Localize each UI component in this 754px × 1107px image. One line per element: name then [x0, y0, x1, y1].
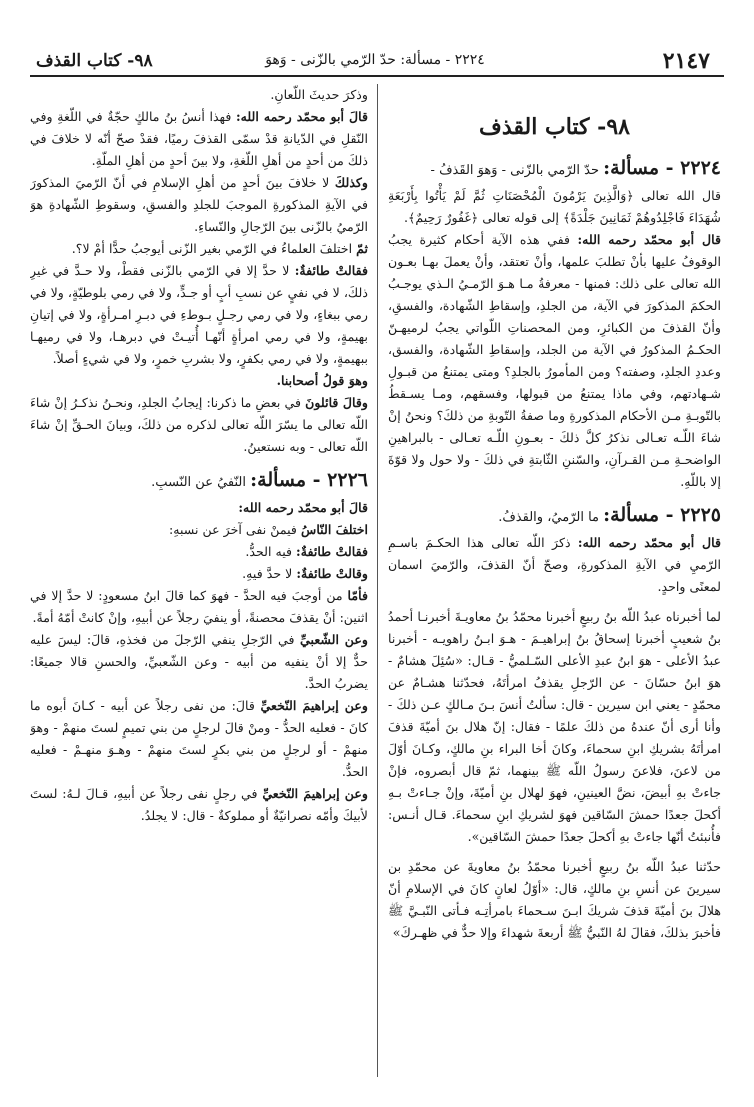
paragraph-text: في رجلٍ نفى رجلاً عن أبيهِ، قـالَ لـهُ: لستَ لأبيكَ وأمّه نصرانيّةٌ أو مملوكةٌ - قال: لا يجلدُ. [30, 786, 368, 823]
paragraph [30, 783, 368, 827]
paragraph [30, 541, 368, 563]
paragraph-text: لا حدَّ إلا في الرّمي بالزّنى فقطْ، ولا حـدَّ في غيرِ ذلكَ، لا في نفيٍ عن نسبِ أبٍ أو جـدٍّ، ولا في رمي بلوطيّةٍ، ولا في رمي ببغاءٍ، ولا في رمي رجـلٍ بـوطءِ في دبـرِ امـرأةٍ، ولا في إتيانِ بهيمةٍ، ولا في رمي امرأةٍ أنّهـا أُتيـتْ في دبرهـا، ولا في رميهـا ببهيمةٍ، ولا في رمي بكفرٍ، ولا بشربِ خمرٍ، ولا في شيءٍ أصلاً. [30, 263, 368, 366]
masala-number: ٢٢٢٤ - مسألة: [603, 157, 721, 179]
author-lead: قالَ أبو محمّد رحمه الله: [238, 500, 368, 515]
lead-word: ثمّ [356, 241, 368, 256]
page-number: ٢١٤٧ [662, 48, 710, 74]
paragraph [30, 260, 368, 370]
author-lead: قال أبو محمّد رحمه الله: [577, 535, 721, 550]
paragraph [30, 695, 368, 783]
paragraph [30, 106, 368, 172]
author-lead: قال أبو محمّد رحمه الله: [577, 232, 721, 247]
lead-word: فقالتْ طائفةٌ: [294, 263, 368, 278]
paragraph-text: فيه الحدُّ. [245, 544, 293, 559]
paragraph-text: قالَ: من نفى رجلاً عن أبيه - كـانَ أبوه ما كانَ - فعليه الحدُّ - ومنْ قالَ لرجلٍ من بني تميمٍ لستَ منهمْ - وهوَ منهمْ - أو لرجلٍ من بني بكرٍ لستَ منهمْ - وهـوَ منهـمْ - فعليه الحدُّ. [30, 698, 368, 779]
masala-2225-heading [388, 503, 721, 530]
paragraph [30, 238, 368, 260]
lead-word: وعن إبراهيمَ النّخعيِّ [260, 698, 368, 713]
paragraph: قال الله تعالى ﴿وَالَّذِينَ يَرْمُونَ الْمُحْصَنَاتِ ثُمَّ لَمْ يَأْتُوا بِأَرْبَعَةِ شُهَدَاءَ فَاجْلِدُوهُمْ ثَمَانِينَ جَلْدَةً﴾ إلى قوله تعالى ﴿غَفُورٌ رَحِيمٌ﴾. [388, 188, 721, 225]
lead-word: اختلفَ النّاسُ [300, 522, 368, 537]
paragraph-text: اختلفَ العلماءُ في الرّمي بغير الزّنى أيوجبُ حدًّا أمْ لا؟. [71, 241, 353, 256]
masala-title: النّفيُ عن النّسبِ. [151, 475, 246, 490]
paragraph: وذكرَ حديثَ اللّعانِ. [270, 87, 368, 102]
paragraph: وهوَ قولُ أصحابنا. [276, 373, 368, 388]
lead-word: فأمّا [347, 588, 368, 603]
column-divider [377, 84, 378, 1077]
paragraph-text: من أوجبَ فيه الحدَّ - فهوَ كما قالَ ابنُ مسعودٍ: لا حدَّ إلا في اثنين: أنْ يقذفَ محصنةً، أو ينفيَ رجلاً عن أبيهِ، وإنْ كانتْ أمّهُ أمةً. [30, 588, 368, 625]
paragraph-text: ذكرَ اللّه تعالى هذا الحكـمَ باسـمِ الرّميِ في الآيةِ المذكورةِ، وصحّ أنّ القذفَ، والرّميَ اسمان لمعنًى واحدٍ. [388, 535, 721, 594]
paragraph-text: لا خلافَ بينَ أحدٍ من أهلِ الإسلامِ في أنّ الرّميَ المذكورَ في الآيةِ المذكورةِ الموجبَ للجلدِ والفسقِ، وسقوطِ الشّهادةِ هوَ الرّميُ بالزّنى بينَ الرّجالِ والنّساءِ. [30, 175, 368, 234]
hadith-paragraph: حدّثنا عبدُ اللّه بنُ ربيعٍ أخبرنا محمّدُ بنُ معاويةَ عن محمّدِ بن سيرينَ عن أنسِ بنِ مالكٍ، قال: «أوّلُ لعانٍ كانَ في الإسلامِ أنّ هلالَ بنَ أميّةَ قذفَ شريكَ ابـنَ سـحماءَ بامرأتِـه فـأتى النّبـيَّ ﷺ فأخبرَ بذلكَ، فقالَ لهُ النّبيُّ ﷺ أربعةَ شهداءَ وإلا حدٌّ في ظهـركَ» [388, 859, 721, 940]
paragraph-text: فيمنْ نفى آخرَ عن نسبهِ: [169, 522, 297, 537]
lead-word: وعن الشّعبيِّ [300, 632, 368, 647]
header-rule [30, 75, 724, 77]
author-lead: قالَ أبو محمّد رحمه الله: [235, 109, 368, 124]
paragraph-text: ففي هذه الآية أحكام كثيرة يجبُ الوقوفُ عليها بأنْ تطلبَ علمها، وأنْ تعتقد، وأنْ يعملَ بهـا بعـون الله تعالى على ذلك: فمنها - معرفةُ مـا هـوَ الرّمـيُ الـذي يوجـبُ الحكمَ المذكورَ في الآية، من الجلدِ، وإسقاطِ الشّهادة، والفسقِ، وأنّ القذفَ من الكبائرِ، ومن المحصناتِ اللّواتي يجبُ لرميهـنّ الحكـمُ المذكورُ في الآية من الجلد، وإسقاطِ الشّهادة، والفسق، وعددِ الجلدِ، وصفته؟ ومن المأمورُ بالجلدِ؟ ومتى يمتنعُ من قبـولِ شـهادتهم، وفي ماذا يمتنعُ من قبولها، وفسقهم، ومـا يسـقطُ بالتّوبـةِ مـن الأحكام المذكورةِ وما صفةُ التّوبةِ من ذلكَ؟ ونحنُ إنْ شاءَ اللّـه تعـالى نذكرُ كلَّ ذلكَ - بعـونِ اللّـه تعـالى - بالبراهينِ الواضحـةِ مـن القـرآنِ، والسّننِ الثّابتةِ في ذلكَ - ولا حول ولا قوّةَ إلا باللّهِ. [388, 232, 721, 489]
paragraph [30, 563, 368, 585]
masala-number: ٢٢٢٥ - مسألة: [603, 504, 721, 526]
paragraph [30, 392, 368, 458]
lead-word: فقالتْ طائفةٌ: [296, 544, 368, 559]
paragraph [30, 519, 368, 541]
paragraph [30, 629, 368, 695]
paragraph-text: في الرّجلِ ينفي الرّجلَ من فخذهِ، قالَ: ليسَ عليه حدٌّ إلا أنْ ينفيه من أبيه - وعن الشّعبيِّ، والحسنِ قالا جميعًا: يضربُ الحدَّ. [30, 632, 368, 691]
paragraph [388, 532, 721, 598]
paragraph [388, 229, 721, 493]
lead-word: وقالَ قائلونَ [305, 395, 368, 410]
lead-word: وكذلكَ [334, 175, 368, 190]
masala-title: ما الرّميُ، والقذفُ. [498, 510, 599, 525]
paragraph-text: لا حدَّ فيهِ. [242, 566, 293, 581]
chapter-title: ٩٨- كتاب القذف [479, 114, 630, 140]
paragraph [30, 172, 368, 238]
book-title: ٩٨- كتاب القذف [36, 51, 153, 71]
masala-2226-heading [30, 468, 368, 495]
hadith-paragraph: لما أخبرناه عبدُ اللّه بنُ ربيعٍ أخبرنا محمّدُ بنُ معاويـةَ أخبرنـا أحمدُ بنُ شعيبٍ أخبرنا إسحاقُ بنُ إبراهيـمَ - هـوَ ابـنُ راهويـه - أخبرنا عبدُ الأعلى - هوَ ابنُ عبدِ الأعلى السّـلميُّ - قـال: «سُئِلَ هشامٌ - هوَ ابنُ حسّانَ - عن الرّجلِ يقذفُ امرأتَهُ، فحدّثنا هشـامٌ عن محمّدٍ - يعني ابن سيرين - قال: سألتُ أنسَ بـنَ مـالكٍ عـن ذلكَ - وأنا أرى أنّ عندهُ من ذلكَ علمًا - فقال: إنّ هلال بنَ أميّةَ قذفَ امرأتَهُ بشريكِ ابنِ سحماءَ، وكانَ أخا البراء بنِ مالكٍ، وكـانَ أوّلَ من لاعنَ، فلاعنَ رسولُ اللّه ﷺ بينهما، ثمّ قال أبصروه، فإنْ جاءتْ بهِ أبيضَ، نضَّ العينينِ، فهوَ لهلال بنِ أميّةَ، وإنْ جـاءتْ بـهِ أكحلَ جعدًا حمشَ السّاقين فهوَ لشريكِ ابنِ سحماءَ. قـال أنـس: فأُنبئتُ أنّها جاءتْ بهِ أكحلَ جعدًا حمشَ السّاقين». [388, 609, 721, 844]
paragraph [30, 585, 368, 629]
lead-word: وعن إبراهيمَ النّخعيِّ [262, 786, 368, 801]
masala-title: حدّ الرّمي بالزّنى - وَهوَ القَذفُ - [430, 163, 599, 178]
running-title: ٢٢٢٤ - مسألة: حدّ الرّمي بالزّنى - وَهوَ [265, 52, 485, 68]
lead-word: وقالتْ طائفةٌ: [296, 566, 368, 581]
left-column [30, 84, 368, 1083]
masala-number: ٢٢٢٦ - مسألة: [250, 469, 368, 491]
right-column [388, 84, 721, 1083]
masala-2224-heading [388, 156, 721, 183]
paragraph-text: في بعضِ ما ذكرنا: إيجابُ الجلدِ، ونحـنُ نذكـرُ إنْ شاءَ اللّه تعالى ما يسّرَ اللّه تعالى لذكره من ذلكَ، وبيانَ الحـقِّ إنْ شاءَ اللّه تعالى - وبه نستعينُ. [30, 395, 368, 454]
paragraph-text: فهذا أنسُ بنُ مالكٍ حجّةٌ في اللّغةِ وفي النّقلِ في الدّيانةِ قدْ سمّى القذفَ رميًا، فقدْ صحّ أنّه لا خلافَ في ذلكَ من أحدٍ من أهلِ اللّغةِ، ولا بينَ أحدٍ من أهلِ الملّةِ. [30, 109, 368, 168]
